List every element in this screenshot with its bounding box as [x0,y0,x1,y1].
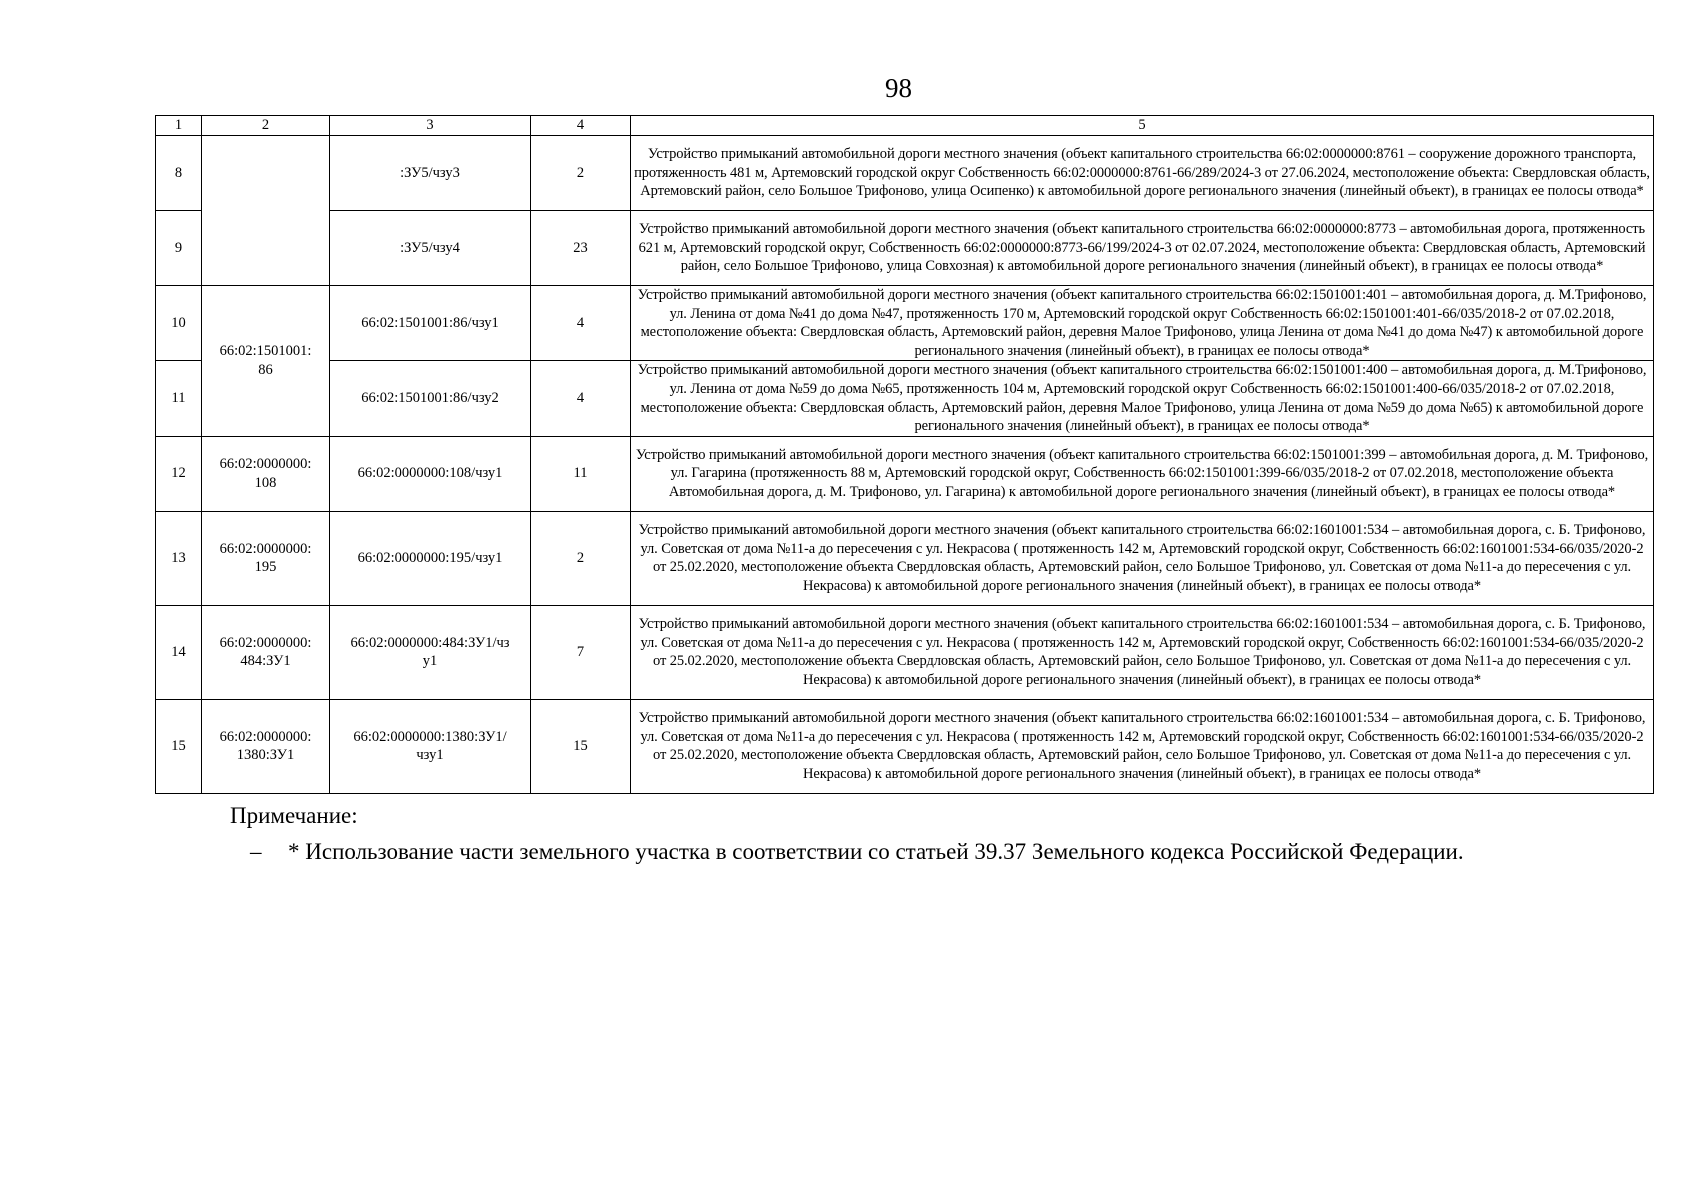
part-designation: 66:02:0000000:1380:ЗУ1/ чзу1 [330,699,531,793]
purpose-description: Устройство примыканий автомобильной дороги местного значения (объект капитального строительства 66:02:1501001:399 – автомобильная дорога, д. М. Трифоново, ул. Гагарина (протяженность 88 м, Артемовский городской округ, Собственность 66:02:1501001:399-66/035/2018-2 от 07.02.2018, местоположение объекта Автомобильная дорога, д. М. Трифоново, ул. Гагарина) к автомобильной дороге регионального значения (линейный объект), в границах ее полосы отвода* [631,436,1654,511]
table-row [156,605,1654,699]
notes-title: Примечание: [230,803,358,828]
row-number: 9 [156,211,202,286]
area-value: 23 [531,211,631,286]
area-value: 2 [531,136,631,211]
area-value: 15 [531,699,631,793]
cadastral-number-cell: 66:02:0000000: 1380:ЗУ1 [202,699,330,793]
row-number: 8 [156,136,202,211]
table-row [156,211,1654,286]
cadastral-number-cell: 66:02:0000000: 484:ЗУ1 [202,605,330,699]
table-row [156,136,1654,211]
area-value: 11 [531,436,631,511]
area-value: 4 [531,286,631,361]
table-row [156,511,1654,605]
header-cell: 3 [330,116,531,136]
part-designation: 66:02:1501001:86/чзу2 [330,361,531,436]
purpose-description: Устройство примыканий автомобильной дороги местного значения (объект капитального строительства 66:02:1501001:400 – автомобильная дорога, д. М.Трифоново, ул. Ленина от дома №59 до дома №65, протяженность 104 м, Артемовский городской округ Собственность 66:02:1501001:400-66/035/2018-2 от 07.02.2018, местоположение объекта: Свердловская область, Артемовский район, деревня Малое Трифоново, улица Ленина от дома №59 до дома №65) к автомобильной дороге регионального значения (линейный объект), в границах ее полосы отвода* [631,361,1654,436]
list-dash: – [250,839,262,864]
page-number: 98 [885,73,912,103]
table-header-row [156,116,1654,136]
purpose-description: Устройство примыканий автомобильной дороги местного значения (объект капитального строительства 66:02:1501001:401 – автомобильная дорога, д. М.Трифоново, ул. Ленина от дома №41 до дома №47, протяженность 170 м, Артемовский городской округ Собственность 66:02:1501001:401-66/035/2018-2 от 07.02.2018, местоположение объекта: Свердловская область, Артемовский район, деревня Малое Трифоново, улица Ленина от дома №41 до дома №47) к автомобильной дороге регионального значения (линейный объект), в границах ее полосы отвода* [631,286,1654,361]
area-value: 7 [531,605,631,699]
part-designation: 66:02:1501001:86/чзу1 [330,286,531,361]
purpose-description: Устройство примыканий автомобильной дороги местного значения (объект капитального строительства 66:02:1601001:534 – автомобильная дорога, с. Б. Трифоново, ул. Советская от дома №11-а до пересечения с ул. Некрасова ( протяженность 142 м, Артемовский городской округ, Собственность 66:02:1601001:534-66/035/2020-2 от 25.02.2020, местоположение объекта Свердловская область, Артемовский район, село Большое Трифоново, ул. Советская от дома №11-а до пересечения с ул. Некрасова) к автомобильной дороге регионального значения (линейный объект), в границах ее полосы отвода* [631,699,1654,793]
row-number: 11 [156,361,202,436]
table-row [156,361,1654,436]
table-row [156,436,1654,511]
cadastral-number-cell: 66:02:0000000: 108 [202,436,330,511]
purpose-description: Устройство примыканий автомобильной дороги местного значения (объект капитального строительства 66:02:0000000:8773 – автомобильная дорога, протяженность 621 м, Артемовский городской округ, Собственность 66:02:0000000:8773-66/199/2024-3 от 02.07.2024, местоположение объекта: Свердловская область, Артемовский район, село Большое Трифоново, улица Совхозная) к автомобильной дороге регионального значения (линейный объект), в границах ее полосы отвода* [631,211,1654,286]
part-designation: 66:02:0000000:108/чзу1 [330,436,531,511]
row-number: 13 [156,511,202,605]
purpose-description: Устройство примыканий автомобильной дороги местного значения (объект капитального строительства 66:02:1601001:534 – автомобильная дорога, с. Б. Трифоново, ул. Советская от дома №11-а до пересечения с ул. Некрасова ( протяженность 142 м, Артемовский городской округ, Собственность 66:02:1601001:534-66/035/2020-2 от 25.02.2020, местоположение объекта Свердловская область, Артемовский район, село Большое Трифоново, ул. Советская от дома №11-а до пересечения с ул. Некрасова) к автомобильной дороге регионального значения (линейный объект), в границах ее полосы отвода* [631,511,1654,605]
purpose-description: Устройство примыканий автомобильной дороги местного значения (объект капитального строительства 66:02:1601001:534 – автомобильная дорога, с. Б. Трифоново, ул. Советская от дома №11-а до пересечения с ул. Некрасова ( протяженность 142 м, Артемовский городской округ, Собственность 66:02:1601001:534-66/035/2020-2 от 25.02.2020, местоположение объекта Свердловская область, Артемовский район, село Большое Трифоново, ул. Советская от дома №11-а до пересечения с ул. Некрасова) к автомобильной дороге регионального значения (линейный объект), в границах ее полосы отвода* [631,605,1654,699]
part-designation: 66:02:0000000:195/чзу1 [330,511,531,605]
row-number: 10 [156,286,202,361]
note-text: * Использование части земельного участка в соответствии со статьей 39.37 Земельного кодекса Российской Федерации. [288,839,1464,864]
cadastral-number-cell [202,136,330,286]
part-designation: :ЗУ5/чзу4 [330,211,531,286]
cadastral-number-cell: 66:02:1501001: 86 [202,286,330,437]
cadastral-number-cell: 66:02:0000000: 195 [202,511,330,605]
header-cell: 2 [202,116,330,136]
note-item [230,836,1464,868]
part-designation: :ЗУ5/чзу3 [330,136,531,211]
purpose-description: Устройство примыканий автомобильной дороги местного значения (объект капитального строительства 66:02:0000000:8761 – сооружение дорожного транспорта, протяженность 481 м, Артемовский городской округ Собственность 66:02:0000000:8761-66/289/2024-3 от 27.06.2024, местоположение объекта: Свердловская область, Артемовский район, село Большое Трифоново, улица Осипенко) к автомобильной дороге регионального значения (линейный объект), в границах ее полосы отвода* [631,136,1654,211]
row-number: 14 [156,605,202,699]
row-number: 15 [156,699,202,793]
row-number: 12 [156,436,202,511]
header-cell: 4 [531,116,631,136]
area-value: 4 [531,361,631,436]
notes-section [230,800,1464,868]
area-value: 2 [531,511,631,605]
header-cell: 5 [631,116,1654,136]
table-row [156,286,1654,361]
part-designation: 66:02:0000000:484:ЗУ1/чз у1 [330,605,531,699]
table-row [156,699,1654,793]
header-cell: 1 [156,116,202,136]
land-parts-table [155,115,1654,794]
